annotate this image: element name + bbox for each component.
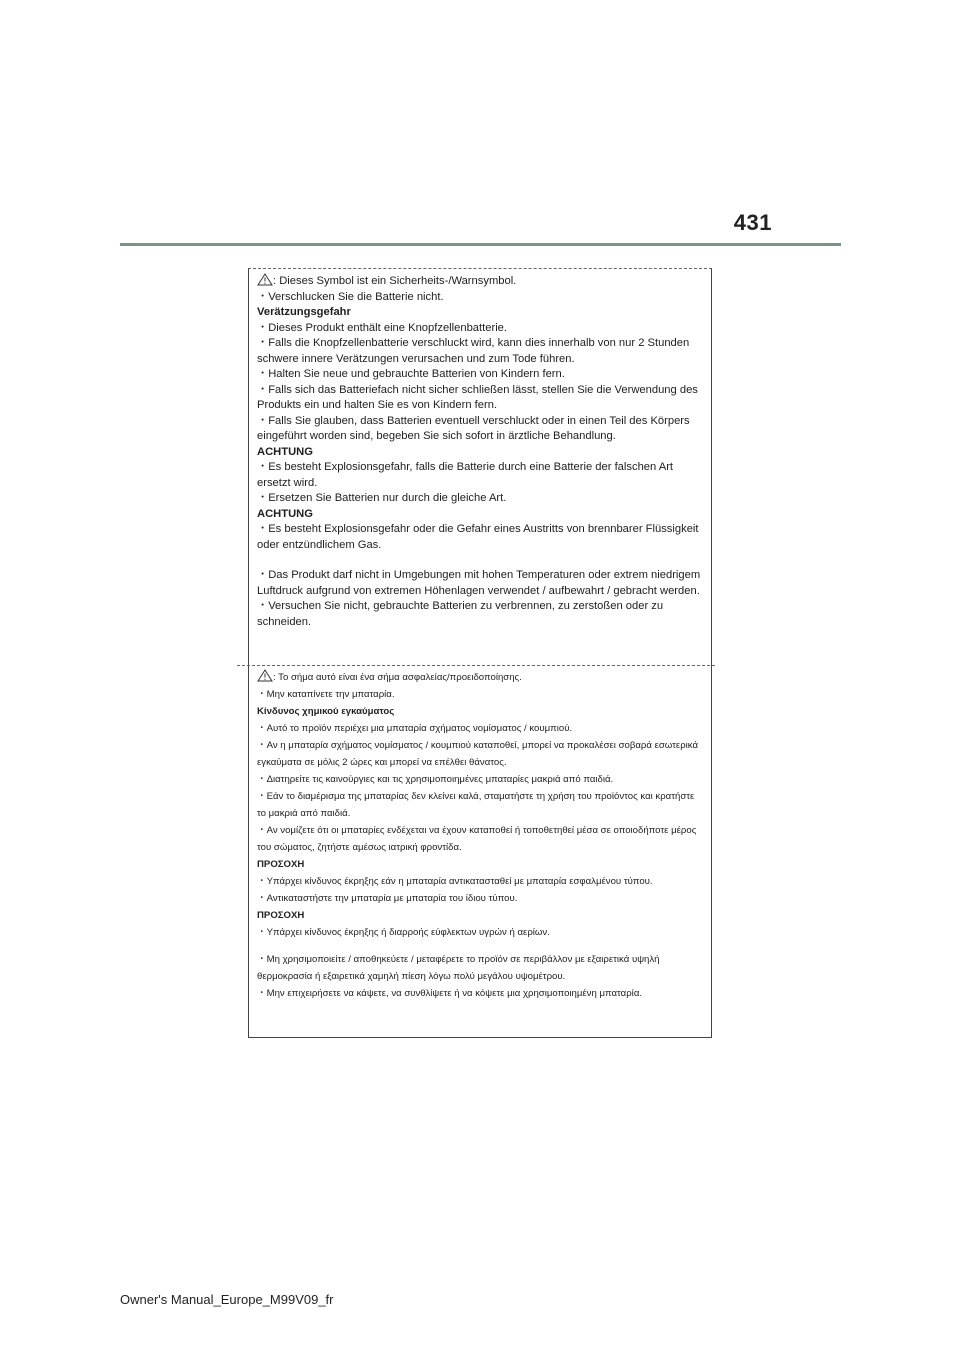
greek-line-replace-same: ・Αντικαταστήστε την μπαταρία με μπαταρία του ίδιου τύπου. (257, 893, 518, 904)
german-line-if-swallowed: ・Falls die Knopfzellenbatterie verschluckt wird, kann dies innerhalb von nur 2 Stunden schwere innere Verätzungen verursachen und zum Tode führen. (257, 337, 690, 365)
greek-line-medical: ・Αν νομίζετε ότι οι μπαταρίες ενδέχεται να έχουν καταποθεί ή τοποθετηθεί μέσα σε οποιοδήποτε μέρος του σώματος, ζητήστε αμέσως ιατρική φροντίδα. (257, 825, 697, 853)
greek-heading-burn: Κίνδυνος χημικού εγκαύματος (257, 706, 395, 717)
greek-symbol-text: : Το σήμα αυτό είναι ένα σήμα ασφαλείας/προειδοποίησης. (273, 672, 522, 683)
greek-line-no-burn: ・Μην επιχειρήσετε να κάψετε, να συνθλίψετε ή να κόψετε μια χρησιμοποιημένη μπαταρία. (257, 988, 643, 999)
greek-line-environment: ・Μη χρησιμοποιείτε / αποθηκεύετε / μεταφέρετε το προϊόν σε περιβάλλον με εξαιρετικά υψηλή θερμοκρασία ή εξαιρετικά χαμηλή πίεση λόγω πολύ μεγάλου υψομέτρου. (257, 954, 660, 982)
german-heading-caution-2: ACHTUNG (257, 507, 313, 520)
greek-heading-caution-2: ΠΡΟΣΟΧΗ (257, 910, 305, 921)
section-divider (237, 665, 715, 666)
warning-triangle-icon (257, 669, 273, 682)
greek-line-explosion-leak: ・Υπάρχει κίνδυνος έκρηξης ή διαρροής εύφλεκτων υγρών ή αερίων. (257, 927, 550, 938)
german-line-explosion-leak: ・Es besteht Explosionsgefahr oder die Gefahr eines Austritts von brennbarer Flüssigkeit oder entzündlichem Gas. (257, 523, 699, 551)
german-heading-burn: Verätzungsgefahr (257, 306, 351, 318)
german-line-medical: ・Falls Sie glauben, dass Batterien eventuell verschluckt oder in einen Teil des Körpers eingeführt worden sind, begeben Sie sich sofort in ärztliche Behandlung. (257, 414, 690, 442)
german-warning-section (249, 269, 711, 665)
greek-spacer (257, 941, 703, 951)
battery-warning-label (248, 268, 712, 1038)
german-line-explosion-wrong: ・Es besteht Explosionsgefahr, falls die Batterie durch eine Batterie der falschen Art ersetzt wird. (257, 461, 674, 489)
german-line-contains: ・Dieses Produkt enthält eine Knopfzellenbatterie. (257, 321, 508, 334)
greek-heading-caution-1: ΠΡΟΣΟΧΗ (257, 859, 305, 870)
greek-line-if-swallowed: ・Αν η μπαταρία σχήματος νομίσματος / κουμπιού καταποθεί, μπορεί να προκαλέσει σοβαρά εσωτερικά εγκαύματα σε μόλις 2 ώρες και μπορεί να επέλθει θάνατος. (257, 740, 699, 768)
german-line-keep-away: ・Halten Sie neue und gebrauchte Batterien von Kindern fern. (257, 368, 565, 380)
german-line-swallow: ・Verschlucken Sie die Batterie nicht. (257, 290, 444, 303)
greek-symbol-line (257, 669, 703, 686)
greek-warning-section (249, 667, 711, 1002)
greek-line-explosion-wrong: ・Υπάρχει κίνδυνος έκρηξης εάν η μπαταρία αντικατασταθεί με μπαταρία εσφαλμένου τύπου. (257, 876, 653, 887)
german-spacer (257, 553, 703, 568)
greek-line-contains: ・Αυτό το προϊόν περιέχει μια μπαταρία σχήματος νομίσματος / κουμπιού. (257, 723, 573, 734)
german-heading-caution-1: ACHTUNG (257, 445, 313, 458)
header-rule (120, 243, 841, 246)
footer-manual-id: Owner's Manual_Europe_M99V09_fr (120, 1292, 334, 1307)
german-line-no-burn: ・Versuchen Sie nicht, gebrauchte Batterien zu verbrennen, zu zerstoßen oder zu schneiden. (257, 600, 664, 628)
german-line-replace-same: ・Ersetzen Sie Batterien nur durch die gleiche Art. (257, 492, 507, 504)
greek-line-compartment: ・Εάν το διαμέρισμα της μπαταρίας δεν κλείνει καλά, σταματήστε τη χρήση του προϊόντος και κρατήστε το μακριά από παιδιά. (257, 791, 695, 819)
german-line-environment: ・Das Produkt darf nicht in Umgebungen mit hohen Temperaturen oder extrem niedrigem Luftdruck aufgrund von extremen Höhenlagen verwendet / aufbewahrt / gebracht werden. (257, 569, 701, 597)
warning-triangle-icon (257, 273, 273, 286)
german-line-compartment: ・Falls sich das Batteriefach nicht sicher schließen lässt, stellen Sie die Verwendung des Produkts ein und halten Sie es von Kindern fern. (257, 383, 698, 411)
german-symbol-line (257, 273, 703, 290)
page-number: 431 (733, 210, 772, 235)
greek-line-keep-away: ・Διατηρείτε τις καινούργιες και τις χρησιμοποιημένες μπαταρίες μακριά από παιδιά. (257, 774, 614, 785)
german-symbol-text: : Dieses Symbol ist ein Sicherheits-/Warnsymbol. (273, 275, 517, 287)
greek-line-swallow: ・Μην καταπίνετε την μπαταρία. (257, 689, 395, 700)
